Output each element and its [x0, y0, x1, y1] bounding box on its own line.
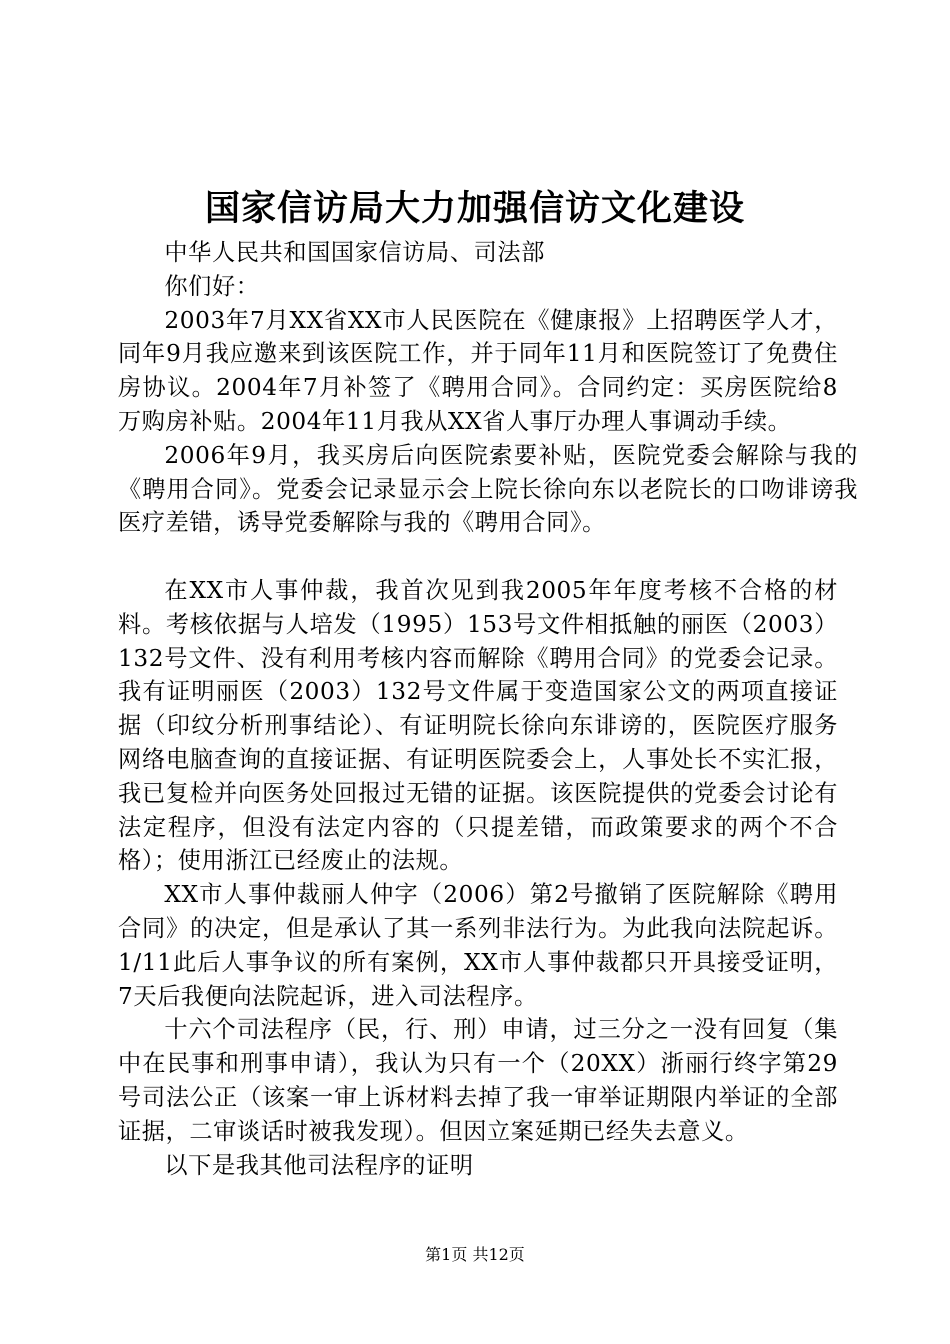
blank-line — [118, 540, 838, 574]
paragraph-5: 十六个司法程序（民，行、刑）申请，过三分之一没有回复（集中在民事和刑事申请），我认为只有一个（20XX）浙丽行终字第29号司法公正（该案一审上诉材料去掉了我一审举证期限内举证的全部证据，二审谈话时被我发现）。但因立案延期已经失去意义。 — [118, 1016, 838, 1145]
document-body — [118, 236, 858, 1182]
page-number: 第1页 共12页 — [425, 1245, 525, 1264]
greeting: 你们好： — [164, 272, 260, 300]
paragraph-2: 2006年9月，我买房后向医院索要补贴，医院党委会解除与我的《聘用合同》。党委会记录显示会上院长徐向东以老院长的口吻诽谤我医疗差错，诱导党委解除与我的《聘用合同》。 — [118, 441, 858, 537]
document-title: 国家信访局大力加强信访文化建设 — [204, 188, 745, 229]
paragraph-6: 以下是我其他司法程序的证明 — [164, 1151, 474, 1179]
salutation-recipient: 中华人民共和国国家信访局、司法部 — [164, 239, 545, 266]
paragraph-1: 2003年7月XX省XX市人民医院在《健康报》上招聘医学人才，同年9月我应邀来到该医院工作，并于同年11月和医院签订了免费住房协议。2004年7月补签了《聘用合同》。合同约定：买房医院给8万购房补贴。2004年11月我从XX省人事厅办理人事调动手续。 — [118, 306, 838, 435]
paragraph-3: 在XX市人事仲裁，我首次见到我2005年年度考核不合格的材料。考核依据与人培发（1995）153号文件相抵触的丽医（2003）132号文件、没有利用考核内容而解除《聘用合同》的党委会记录。我有证明丽医（2003）132号文件属于变造国家公文的两项直接证据（印纹分析刑事结论）、有证明院长徐向东诽谤的，医院医疗服务网络电脑查询的直接证据、有证明医院委会上，人事处长不实汇报，我已复检并向医务处回报过无错的证据。该医院提供的党委会讨论有法定程序，但没有法定内容的（只提差错，而政策要求的两个不合格）；使用浙江已经废止的法规。 — [118, 576, 838, 875]
paragraph-4: XX市人事仲裁丽人仲字（2006）第2号撤销了医院解除《聘用合同》的决定，但是承认了其一系列非法行为。为此我向法院起诉。1/11此后人事争议的所有案例，XX市人事仲裁都只开具接受证明，7天后我便向法院起诉，进入司法程序。 — [118, 881, 838, 1010]
